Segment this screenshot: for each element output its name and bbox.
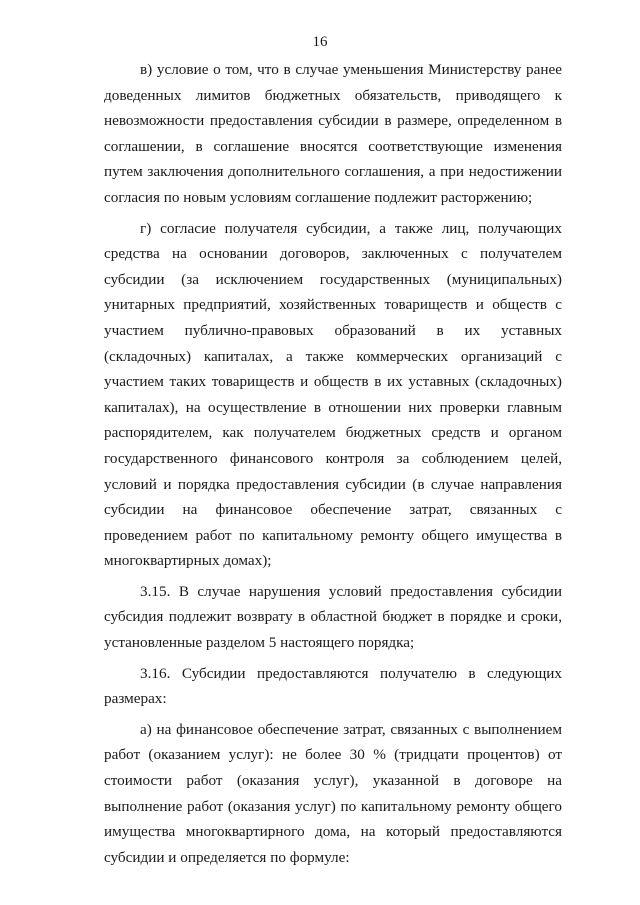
document-body bbox=[104, 57, 562, 875]
paragraph-condition-v: в) условие о том, что в случае уменьшения Министерству ранее доведенных лимитов бюджетных обязательств, приводящего к невозможности предоставления субсидии в размере, определенном в соглашении, в соглашение вносятся соответствующие изменения путем заключения дополнительного соглашения, а при недостижении согласия по новым условиям соглашение подлежит расторжению; bbox=[104, 61, 562, 206]
paragraph-3-15: 3.15. В случае нарушения условий предоставления субсидии субсидия подлежит возврату в областной бюджет в порядке и сроки, установленные разделом 5 настоящего порядка; bbox=[104, 582, 562, 652]
paragraph-a-financing: а) на финансовое обеспечение затрат, связанных с выполнением работ (оказанием услуг): не более 30 % (тридцати процентов) от стоимости работ (оказания услуг), указанной в договоре на выполнение работ (оказания услуг) по капитальному ремонту общего имущества многоквартирного дома, на который предоставляются субсидии и определяется по формуле: bbox=[104, 720, 562, 866]
paragraph-consent-g: г) согласие получателя субсидии, а также лиц, получающих средства на основании договоров, заключенных с получателем субсидии (за исключением государственных (муниципальных) унитарных предприятий, хозяйственных товариществ и обществ с участием публично-правовых образований в их уставных (складочных) капиталах, а также коммерческих организаций с участием таких товариществ и обществ в их уставных (складочных) капиталах), на осуществление в отношении них проверки главным распорядителем, как получателем бюджетных средств и органом государственного финансового контроля за соблюдением целей, условий и порядка предоставления субсидии (в случае направления субсидии на финансовое обеспечение затрат, связанных с проведением работ по капитальному ремонту общего имущества в многоквартирных домах); bbox=[104, 219, 562, 570]
paragraph-3-16: 3.16. Субсидии предоставляются получателю в следующих размерах: bbox=[104, 664, 562, 708]
page-number: 16 bbox=[312, 34, 328, 50]
